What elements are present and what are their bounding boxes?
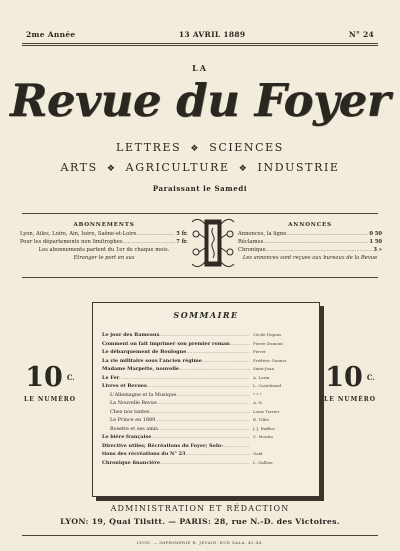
- sommaire-item-title: La vie militaire sous l'ancien régime: [102, 357, 202, 364]
- sommaire-item: [102, 442, 310, 451]
- sommaire-item-author: R. Tillet: [253, 417, 270, 422]
- subject-agriculture: AGRICULTURE: [125, 161, 230, 174]
- sommaire-item: [102, 391, 310, 400]
- sommaire-item-title: Directive utiles; Récréations du Foyer; Solu-: [102, 442, 224, 449]
- sommaire-item: [102, 450, 310, 459]
- sommaire-item-title: L'Allemagne et la Musique: [110, 391, 177, 398]
- sommaire-item: [102, 382, 310, 391]
- announcement-row: Réclames ..... 1 50: [238, 238, 382, 246]
- sommaire-item-author: L. Gallien: [253, 459, 273, 465]
- sommaire-item-title: Rosette et ses amis: [110, 425, 158, 432]
- leader-dots: [223, 442, 250, 451]
- sommaire-item: [102, 459, 310, 468]
- leader-dots: [149, 408, 250, 417]
- sommaire-item: [102, 408, 310, 417]
- issue-date: 13 AVRIL 1889: [178, 30, 246, 39]
- price-amount: 10: [325, 362, 363, 393]
- price-currency: C.: [366, 373, 375, 382]
- header-strip: [26, 30, 374, 39]
- sommaire-item: [102, 365, 310, 374]
- leader-dots: [151, 433, 250, 442]
- admin-heading: ADMINISTRATION ET RÉDACTION: [110, 504, 290, 513]
- subscriptions-foreign: Etranger le port en sus: [73, 255, 135, 261]
- admin-address: LYON: 19, Quai Tilsitt. — PARIS: 28, rue N.-D. des Victoires.: [60, 517, 340, 526]
- sommaire-item: [102, 425, 310, 434]
- ornament-icon: ❖: [190, 144, 201, 154]
- year-label: 2me Année: [26, 30, 76, 39]
- leader-dots: [176, 391, 250, 400]
- sommaire-item-author: A. N.: [253, 400, 263, 405]
- subscriptions-note: Les abonnements partent du 1er de chaque mois.: [38, 247, 170, 253]
- sommaire-item-author: C. Moutin: [253, 434, 274, 439]
- sommaire-item-title: Chez nos tantes: [110, 408, 150, 415]
- ornament-icon: ❖: [106, 164, 117, 174]
- leader-dots: [179, 365, 250, 374]
- sommaire-item-title: tions des récréations du N° 23: [102, 451, 186, 457]
- sommaire-item-title: Le jour des Rameaux: [102, 332, 160, 338]
- leader-dots: [158, 425, 250, 434]
- price-currency: C.: [66, 373, 75, 382]
- leader-dots: [230, 340, 250, 349]
- sommaire-item-title: Chronique financière: [102, 459, 160, 466]
- leader-dots: [185, 450, 250, 459]
- sommaire-item: [102, 340, 310, 349]
- sommaire-item-author: Gaïd: [253, 451, 263, 456]
- subscriptions-block: [20, 221, 188, 262]
- leader-dots: [202, 357, 250, 366]
- price-left: [18, 364, 82, 403]
- masthead-title: Revue du Foyer: [9, 74, 391, 127]
- announcement-row: Chronique ..... 3 »: [238, 246, 382, 254]
- subject-lettres: LETTRES: [116, 141, 182, 154]
- sommaire-item: [102, 433, 310, 442]
- footer-rule: [22, 535, 378, 536]
- sommaire-list: [102, 331, 310, 467]
- sommaire-item-author: * * *: [253, 391, 262, 397]
- sommaire-item-title: Comment on fait imprimer son premier roman: [102, 340, 230, 347]
- sommaire-item-title: La Nouvelle Revue: [110, 400, 157, 406]
- sommaire-item: [102, 357, 310, 366]
- ornament-icon: ❖: [238, 164, 249, 174]
- leader-dots: [157, 399, 250, 408]
- leader-dots: [160, 459, 250, 468]
- leader-dots: [147, 382, 250, 391]
- subject-industrie: INDUSTRIE: [257, 161, 340, 174]
- subjects-line-2: [0, 161, 400, 174]
- sommaire-item-author: Frédéric Gonnet: [253, 357, 287, 363]
- sommaire-item-title: Le Prince en 1889: [110, 417, 156, 423]
- leader-dots: [119, 374, 250, 383]
- sommaire-item-author: L. Castelnaud: [253, 383, 282, 388]
- sommaire-item: [102, 416, 310, 425]
- subject-sciences: SCIENCES: [209, 141, 284, 154]
- sommaire-item-author: Cécile Dupuis: [253, 332, 282, 337]
- leader-dots: [155, 416, 250, 425]
- floral-vignette-icon: [190, 214, 236, 272]
- sommaire-item-title: Le débarquement de Boulogne: [102, 349, 187, 355]
- sommaire-box: [92, 302, 320, 497]
- info-bottom-rule: [22, 277, 378, 278]
- announcements-heading: ANNONCES: [288, 222, 332, 228]
- sommaire-item-author: Saint-Juan: [253, 366, 275, 371]
- publication-frequency: Paraissant le Samedi: [152, 184, 248, 193]
- announcement-row: Annonces, la ligne ..... 0 50: [238, 230, 382, 238]
- sommaire-item-author: [250, 442, 310, 451]
- subscriptions-heading: ABONNEMENTS: [73, 222, 135, 228]
- price-label: LE NUMÉRO: [23, 396, 77, 403]
- sommaire-item-author: Pierre Dumont: [253, 340, 283, 346]
- sommaire-item-title: Livres et Revues: [102, 383, 147, 389]
- announcements-block: [238, 221, 382, 262]
- subject-arts: ARTS: [60, 161, 98, 174]
- sommaire-item-title: Le bière française: [102, 434, 152, 440]
- subscription-row: Lyon, Ailes, Loire, Ain, Isère, Saône-et-Loire ..... 5 fr.: [20, 230, 188, 238]
- announcements-note: Les annonces sont reçues aux bureaux de la Revue: [242, 255, 378, 261]
- sommaire-item-author: Louis Terrier: [253, 408, 280, 414]
- price-label: LE NUMÉRO: [323, 396, 377, 403]
- sommaire-item-title: Madame Marpette, nouvelle: [102, 366, 180, 372]
- leader-dots: [159, 331, 250, 340]
- sommaire-item-author: A. Lorin: [253, 374, 270, 380]
- sommaire-item-title: Le Fer: [102, 374, 120, 381]
- sommaire-item: [102, 331, 310, 340]
- sommaire-item: [102, 374, 310, 383]
- sommaire-item-author: J.-J. Buffier: [253, 425, 275, 431]
- sommaire-item: [102, 348, 310, 357]
- sommaire-item-author: Fiever: [253, 349, 266, 354]
- subscription-row: Pour les départements non limitrophes ..... 7 fr.: [20, 238, 188, 246]
- sommaire-item: [102, 399, 310, 408]
- masthead-article: LA: [192, 63, 208, 73]
- price-right: [318, 364, 382, 403]
- subjects-line-1: [0, 141, 400, 154]
- issue-number: N° 24: [348, 30, 374, 39]
- sommaire-heading: SOMMAIRE: [173, 310, 239, 320]
- leader-dots: [186, 348, 250, 357]
- printer-line: LYON. — IMPRIMERIE R. JEVAIN, RUE SALA, 42-44.: [136, 540, 264, 545]
- price-amount: 10: [25, 362, 63, 393]
- header-rule: [22, 43, 378, 46]
